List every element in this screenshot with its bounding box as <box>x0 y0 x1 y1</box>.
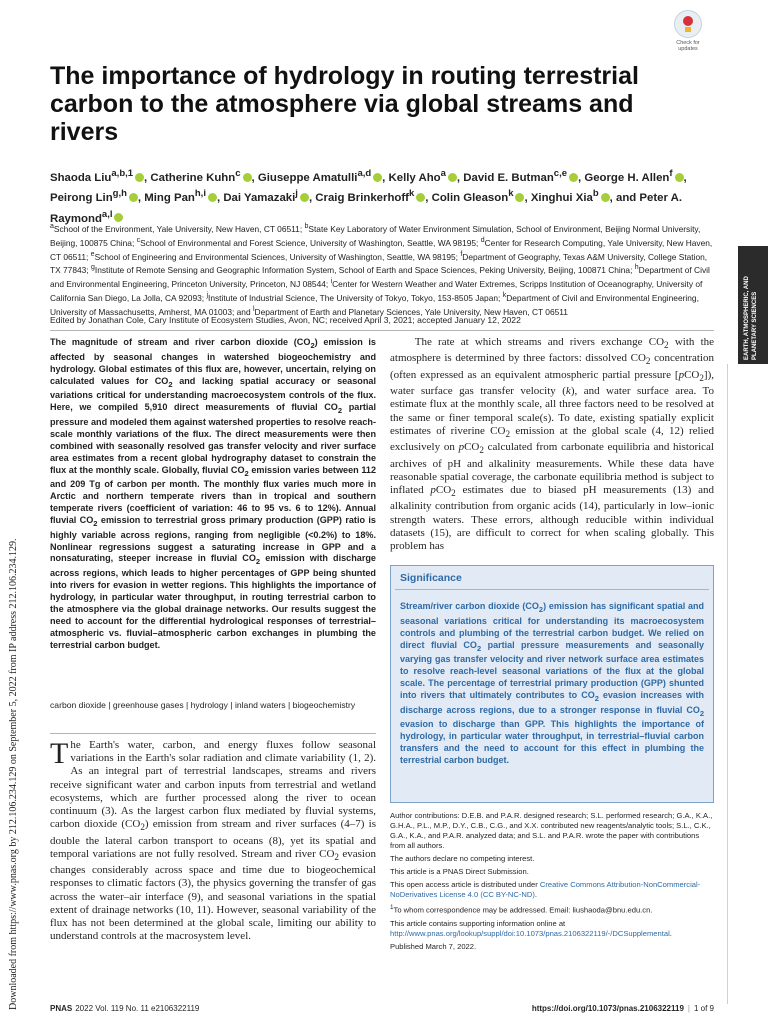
affiliation-text: Department of Civil and Environmental Engineering, Princeton University, Princeton, NJ 08544; <box>50 265 710 289</box>
author-name[interactable]: Catherine Kuhn <box>150 171 236 184</box>
keyword: carbon dioxide <box>50 700 106 710</box>
author-name[interactable]: Xinghui Xia <box>530 192 593 205</box>
orcid-icon[interactable] <box>601 193 610 202</box>
affiliation-text: Center for Research Computing, Yale University, New Haven, CT 06511; <box>50 237 713 262</box>
author-name[interactable]: Craig Brinkerhoff <box>315 192 409 205</box>
affiliation-marker: g <box>90 264 95 272</box>
affiliation-text: Institute of Remote Sensing and Geographic Information System, School of Earth and Space Sciences, Peking University, Beijing, 100871 China; <box>94 265 635 276</box>
keyword-list: carbon dioxide | greenhouse gases | hydrology | inland waters | biogeochemistry <box>50 700 356 710</box>
affiliation-marker: e <box>90 250 95 258</box>
affiliation-marker: k <box>502 291 507 299</box>
author-affiliation-marker: k <box>408 188 415 200</box>
drop-cap: T <box>50 737 69 770</box>
intro-paragraph: The Earth's water, carbon, and energy fluxes follow seasonal variations in the Earth's solar radiation and climate variability (1, 2). As an integral part of terrestrial landscapes, streams and rivers receive significant water and carbon inputs from terrestrial and wetland ecosystems, which are further processed along the river to ocean continuum (3). As the largest carbon flux mediated by fluvial systems, carbon dioxide $(CO_2)$ emission from stream and river surfaces (4–7) is double the lateral carbon transport to oceans (8), yet its spatial and temporal variations are not fully resolved. Stream and river $CO_2$ evasion changes considerably across space and time due to biogeochemical responses to climatic factors (3), the physics governing the transfer of gas across the water–air interface (9), and seasonal variations in the spatial extent of drainage networks (10, 11). However, seasonal variability of the flux has not been determined at the global scale, limiting our ability to understand controls at the macrosystem level. <box>50 737 376 943</box>
orcid-icon[interactable] <box>675 173 684 182</box>
affiliation-marker: l <box>252 305 255 313</box>
supporting-info-link[interactable]: http://www.pnas.org/lookup/suppl/doi:10.1073/pnas.2106322119/-/DCSupplemental <box>390 928 670 938</box>
author-affiliation-marker: c,e <box>553 168 567 179</box>
affiliations <box>50 221 714 318</box>
doi-link[interactable]: https://doi.org/10.1073/pnas.2106322119 <box>531 1004 684 1013</box>
license-link[interactable]: Creative Commons Attribution-NonCommercial-NoDerivatives License 4.0 (CC BY-NC-ND) <box>390 880 701 899</box>
edited-by-line: Edited by Jonathan Cole, Cary Institute of Ecosystem Studies, Avon, NC; received April 3, 2021; accepted January 12, 2022 <box>50 315 521 325</box>
orcid-icon[interactable] <box>300 193 309 202</box>
orcid-icon[interactable] <box>416 193 425 202</box>
affiliation-marker: h <box>634 264 639 272</box>
author-name[interactable]: Kelly Aho <box>388 171 441 184</box>
author-name[interactable]: Shaoda Liu <box>50 171 112 184</box>
affiliation-text: Institute of Industrial Science, The University of Tokyo, Tokyo, 153-8505 Japan; <box>208 292 503 303</box>
check-for-updates-label: Check for updates <box>676 40 700 52</box>
author-name[interactable]: Colin Gleason <box>431 192 509 205</box>
section-tab <box>738 246 768 364</box>
author-affiliation-marker: a,l <box>101 208 113 220</box>
footer-citation: PNAS 2022 Vol. 119 No. 11 e2106322119 <box>50 1004 200 1013</box>
supporting-info-note: This article contains supporting information online at http://www.pnas.org/lookup/suppl/doi:10.1073/pnas.2106322119/-/DCSupplemental. <box>390 918 672 938</box>
author-affiliation-marker: a <box>440 168 446 179</box>
license-note: This open access article is distributed under Creative Commons Attribution-NonCommercial-NoDerivatives License 4.0 (CC BY-NC-ND). <box>390 880 701 899</box>
submission-note: This article is a PNAS Direct Submission. <box>390 867 529 876</box>
orcid-icon[interactable] <box>135 173 144 182</box>
author-affiliation-marker: k <box>508 188 514 200</box>
check-for-updates-badge[interactable] <box>668 10 708 54</box>
download-watermark: Downloaded from https://www.pnas.org by 212.106.234.129 on September 5, 2022 from IP address 212.106.234.129. <box>8 538 19 1010</box>
author-name[interactable]: Peter A. Raymond <box>50 192 683 225</box>
header-divider <box>50 330 714 331</box>
journal-name: PNAS <box>50 1004 73 1013</box>
affiliation-text: Center for Western Weather and Water Extremes, Scripps Institution of Oceanography, University of California San Diego, La Jolla, CA 92093; <box>50 278 703 303</box>
author-affiliation-marker: b <box>592 188 599 200</box>
author-affiliation-marker: f <box>669 168 673 179</box>
affiliation-marker: j <box>206 291 208 299</box>
correspondence-note: $^1$To whom correspondence may be addressed. Email: liushaoda@bnu.edu.cn. <box>390 904 653 915</box>
affiliation-text: State Key Laboratory of Water Environment Simulation, School of Environment, Beijing Normal University, Beijing, 100875 China; <box>50 223 701 248</box>
author-affiliation-marker: c <box>235 168 241 179</box>
orcid-icon[interactable] <box>129 193 138 202</box>
affiliation-text: Department of Geography, Texas A&M University, College Station, TX 77843; <box>50 251 708 276</box>
orcid-icon[interactable] <box>569 173 578 182</box>
author-list: Shaoda Liu$^{a,b,1}$ , Catherine Kuhn$^c$ , Giuseppe Amatulli$^{a,d}$ , Kelly Aho$^a$ , David E. Butman$^{c,e}$ , George H. Allen$^f$ , Peirong Lin$^{g,h}$ , Ming Pan$^{h,i}$ , Dai Yamazaki$^j$ , Craig Brinkerhoff$^k$ , Colin Gleason$^k$ , Xinghui Xia$^b$ , and Peter A. Raymond$^{a,l}$ <box>50 168 687 225</box>
keyword: inland waters <box>234 700 286 710</box>
orcid-icon[interactable] <box>243 173 252 182</box>
affiliation-text: School of Engineering and Environmental Sciences, University of Washington, Seattle, WA 98195; <box>94 251 461 262</box>
affiliation-marker: a <box>50 223 54 230</box>
keyword: greenhouse gases <box>112 700 184 710</box>
keyword: hydrology <box>190 700 228 710</box>
affiliation-text: School of Environmental and Forest Science, University of Washington, Seattle, WA 98195; <box>140 237 481 248</box>
author-name[interactable]: Ming Pan <box>144 192 195 205</box>
affiliation-marker: f <box>460 250 463 258</box>
footer-doi: https://doi.org/10.1073/pnas.2106322119 | 1 of 9 <box>531 1004 714 1013</box>
author-name[interactable]: George H. Allen <box>584 171 670 184</box>
check-for-updates-icon <box>674 10 702 38</box>
keyword-divider <box>50 733 376 734</box>
author-name[interactable]: Dai Yamazaki <box>223 192 296 205</box>
orcid-icon[interactable] <box>208 193 217 202</box>
affiliation-marker: c <box>136 236 141 244</box>
margin-rule <box>727 364 728 1004</box>
page-number: 1 of 9 <box>693 1004 714 1013</box>
affiliation-marker: d <box>480 236 485 244</box>
author-affiliation-marker: a,d <box>357 168 372 179</box>
affiliation-text: Department of Earth and Planetary Sciences, Yale University, New Haven, CT 06511 <box>254 306 568 317</box>
published-date: Published March 7, 2022. <box>390 941 477 951</box>
significance-heading: Significance <box>400 572 462 584</box>
author-affiliation-marker: j <box>295 188 298 200</box>
affiliation-text: School of the Environment, Yale University, New Haven, CT 06511; <box>53 223 305 234</box>
article-notes <box>390 811 714 955</box>
author-affiliation-marker: h,i <box>194 188 206 200</box>
author-name[interactable]: David E. Butman <box>463 171 554 184</box>
abstract: The magnitude of stream and river carbon dioxide $(CO_2)$ emission is affected by seasonal changes in watershed biogeochemistry and hydrology. Global estimates of this flux are, however, uncertain, relying on calculated values for $CO_2$ and lacking spatial accuracy or seasonal variations critical for understanding macroecosystem controls of the flux. Here, we compiled 5,910 direct measurements of fluvial $CO_2$ partial pressure and modeled them against watershed properties to resolve reach-scale monthly variations of the flux. The direct measurements were then combined with seasonally resolved gas transfer velocity and river surface area estimates from a recent global hydrography dataset to constrain the flux at the monthly scale. Globally, fluvial $CO_2$ emission varies between 112 and 209 Tg of carbon per month. The monthly flux varies much more in Arctic and northern temperate rivers than in tropical and southern temperate rivers (coefficient of variation: 46 to 95 vs. 6 to 12%). Annual fluvial $CO_2$ emission to terrestrial gross primary production (GPP) ratio is highly variable across regions, ranging from negligible (<0.2%) to 18%. Nonlinear regressions suggest a saturating increase in GPP and a nonsaturating, steeper increase in fluvial $CO_2$ emission with discharge across regions, which leads to higher percentages of GPP being shunted into rivers for evasion in wetter regions. This highlights the importance of hydrology, in particular water throughput, in routing terrestrial carbon to the atmosphere via the global drainage networks. Our results suggest the need to account for the differential hydrological responses of terrestrial–atmospheric vs. fluvial–atmospheric carbon exchanges in plumbing the terrestrial carbon budget. <box>50 337 376 650</box>
body-paragraph: The rate at which streams and rivers exchange $CO_2$ with the atmosphere is determined by three factors: dissolved $CO_2$ concentration (often expressed as an equivalent atmospheric partial pressure [pCO$_2$]), water surface gas transfer velocity (k), and water surface area. To estimate flux at the monthly scale, all three factors need to be resolved at the same or finer temporal scale(s). To date, existing spatially explicit estimates of riverine $CO_2$ emission at the global scale (4, 12) relied exclusively on pCO$_2$ calculated from carbonate equilibria and historical archives of pH and alkalinity measurements. While these data have reasonable spatial coverage, the carbonate equilibria method is subject to inflated pCO$_2$ estimates due to biased pH measurements (13) and alkalinity contribution from organic acids (14), particularly in low–ionic strength waters. These errors, although reducible within individual datasets (15), are difficult to correct for when scaling globally. This problem has <box>390 336 715 552</box>
competing-interest: The authors declare no competing interest. <box>390 854 535 863</box>
significance-divider <box>395 589 709 590</box>
affiliation-text: Department of Civil and Environmental Engineering, University of Massachusetts, Amherst, MA 01003; and <box>50 292 699 317</box>
author-name[interactable]: Peirong Lin <box>50 192 113 205</box>
author-name[interactable]: Giuseppe Amatulli <box>257 171 358 184</box>
article-title: The importance of hydrology in routing terrestrial carbon to the atmosphere via global streams and rivers <box>50 62 639 146</box>
significance-text: Stream/river carbon dioxide $(CO_2)$ emission has significant spatial and seasonal variations critical for understanding its macroecosystem controls and plumbing of the terrestrial carbon budget. We relied on direct fluvial $CO_2$ partial pressure measurements and seasonally varying gas transfer velocity and river network surface area estimates to resolve reach-level seasonal variations of the flux at the global scale. The percentage of terrestrial primary production (GPP) shunted into rivers that ultimately contributes to $CO_2$ evasion increases with discharge across regions, due to a stronger response in fluvial $CO_2$ evasion to discharge than GPP. This highlights the importance of hydrology, in particular water throughput, in terrestrial–fluvial carbon transfers and the need to account for this effect in plumbing the terrestrial carbon budget. <box>400 601 705 766</box>
orcid-icon[interactable] <box>515 193 524 202</box>
author-contributions: Author contributions: D.E.B. and P.A.R. designed research; S.L. performed research; G.A., K.A., G.H.A., P.L., M.P., D.Y., C.B., C.G., and X.X. contributed new reagents/analytic tools; S.L., C.K., G.A., K.A., and P.A.R. analyzed data; and S.L. and P.A.R. wrote the paper with contributions from all authors. <box>390 811 713 850</box>
affiliation-marker: i <box>330 278 333 286</box>
section-tab-label: EARTH, ATMOSPHERIC, AND PLANETARY SCIENCES <box>744 276 758 360</box>
keyword: biogeochemistry <box>292 700 356 710</box>
affiliation-marker: b <box>304 223 309 230</box>
orcid-icon[interactable] <box>448 173 457 182</box>
author-affiliation-marker: a,b,1 <box>111 168 134 179</box>
orcid-icon[interactable] <box>373 173 382 182</box>
author-affiliation-marker: g,h <box>112 188 127 200</box>
